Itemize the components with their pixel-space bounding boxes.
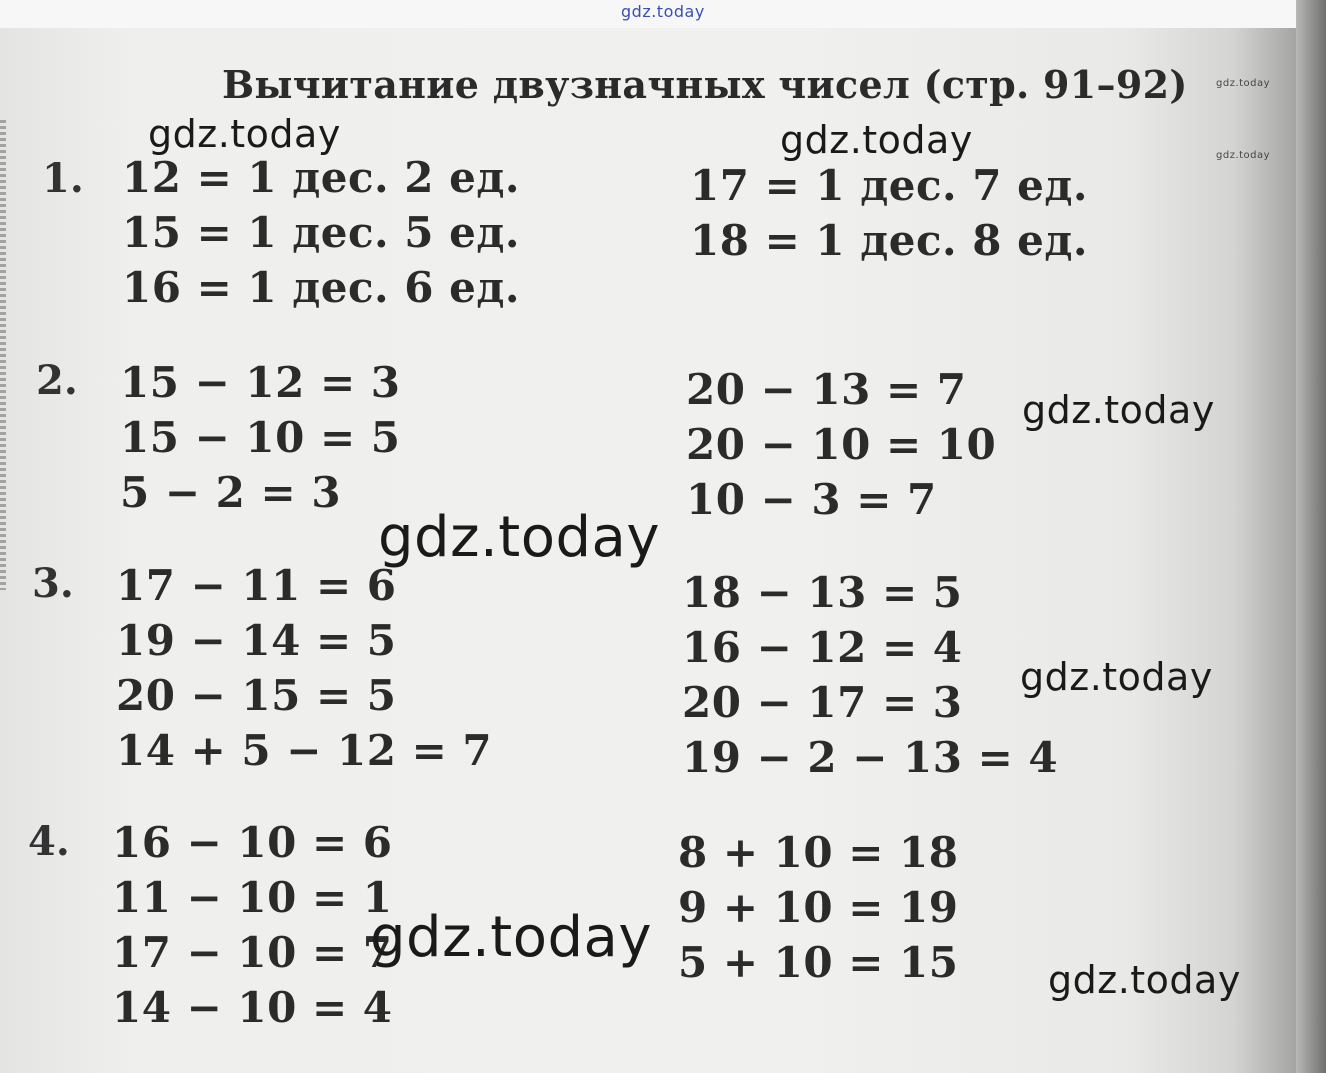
- task-number-2: 2.: [36, 357, 78, 404]
- watermark-5: gdz.today: [1020, 655, 1213, 699]
- page-title: Вычитание двузначных чисел (стр. 91–92): [222, 62, 1188, 107]
- watermark-7: gdz.today: [1048, 958, 1241, 1002]
- task-3-left-line-2: 19 − 14 = 5: [116, 616, 397, 665]
- task-4-left-line-1: 16 − 10 = 6: [112, 818, 393, 867]
- task-4-left-line-2: 11 − 10 = 1: [112, 873, 393, 922]
- task-2-left-column: [120, 355, 401, 520]
- watermark-1: gdz.today: [148, 112, 341, 156]
- watermark-top[interactable]: gdz.today: [621, 2, 705, 21]
- task-1-right-line-2: 18 = 1 дес. 8 ед.: [690, 216, 1088, 265]
- task-2-right-line-2: 20 − 10 = 10: [686, 420, 997, 469]
- watermark-2: gdz.today: [780, 118, 973, 162]
- task-1-left-line-2: 15 = 1 дес. 5 ед.: [122, 208, 520, 257]
- task-number-4: 4.: [28, 818, 70, 865]
- watermark-3: gdz.today: [1022, 388, 1215, 432]
- page-left-edge: [0, 120, 6, 590]
- task-1-left-line-1: 12 = 1 дес. 2 ед.: [122, 153, 520, 202]
- watermark-side-b: gdz.today: [1216, 150, 1271, 161]
- task-2-left-line-3: 5 − 2 = 3: [120, 468, 342, 517]
- task-4-right-line-2: 9 + 10 = 19: [678, 883, 959, 932]
- task-3-right-line-3: 20 − 17 = 3: [682, 678, 963, 727]
- task-3-right-line-2: 16 − 12 = 4: [682, 623, 963, 672]
- watermark-side-a: gdz.today: [1216, 78, 1271, 89]
- task-3-left-line-4: 14 + 5 − 12 = 7: [116, 726, 493, 775]
- task-number-3: 3.: [32, 560, 74, 607]
- task-3-right-line-4: 19 − 2 − 13 = 4: [682, 733, 1059, 782]
- task-2-right-line-3: 10 − 3 = 7: [686, 475, 937, 524]
- watermark-4: gdz.today: [378, 505, 661, 570]
- task-4-right-line-3: 5 + 10 = 15: [678, 938, 959, 987]
- task-4-left-line-3: 17 − 10 = 7: [112, 928, 393, 977]
- task-1-right-line-1: 17 = 1 дес. 7 ед.: [690, 161, 1088, 210]
- task-1-left-column: [122, 150, 520, 315]
- task-3-left-line-3: 20 − 15 = 5: [116, 671, 397, 720]
- task-3-right-column: [682, 565, 1058, 785]
- task-4-right-column: [678, 825, 959, 990]
- task-3-left-column: [116, 558, 492, 778]
- task-4-right-line-1: 8 + 10 = 18: [678, 828, 959, 877]
- task-2-right-line-1: 20 − 13 = 7: [686, 365, 967, 414]
- task-4-left-line-4: 14 − 10 = 4: [112, 983, 393, 1032]
- task-number-1: 1.: [42, 155, 84, 202]
- page-right-edge-shadow: [1296, 0, 1326, 1073]
- task-3-right-line-1: 18 − 13 = 5: [682, 568, 963, 617]
- task-1-left-line-3: 16 = 1 дес. 6 ед.: [122, 263, 520, 312]
- task-2-left-line-2: 15 − 10 = 5: [120, 413, 401, 462]
- task-3-left-line-1: 17 − 11 = 6: [116, 561, 397, 610]
- task-1-right-column: [690, 158, 1088, 268]
- task-2-right-column: [686, 362, 996, 527]
- task-2-left-line-1: 15 − 12 = 3: [120, 358, 401, 407]
- watermark-6: gdz.today: [370, 905, 653, 970]
- task-4-left-column: [112, 815, 393, 1035]
